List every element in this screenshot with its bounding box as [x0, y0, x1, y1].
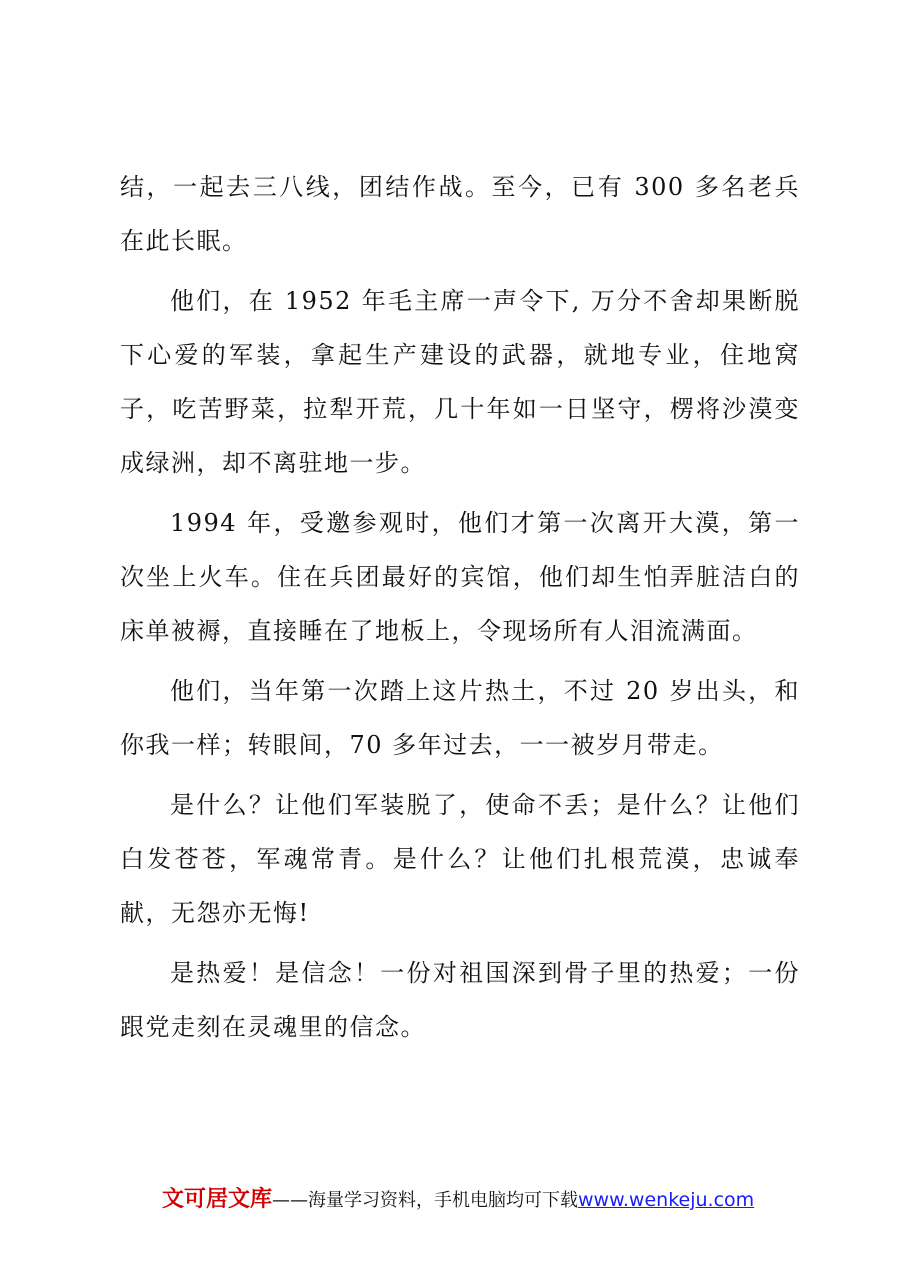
- paragraph: 他们，当年第一次踏上这片热土，不过 20 岁出头，和你我一样；转眼间，70 多年过去，一一被岁月带走。: [120, 677, 800, 759]
- footer-tagline: ——海量学习资料，手机电脑均可下载: [272, 1190, 579, 1211]
- paragraph: 他们，在 1952 年毛主席一声令下, 万分不舍却果断脱下心爱的军装，拿起生产建设的武器，就地专业，住地窝子，吃苦野菜，拉犁开荒，几十年如一日坚守，楞将沙漠变成绿洲，却不离驻地一步。: [120, 287, 800, 477]
- paragraph-continuation: 结，一起去三八线，团结作战。至今，已有 300 多名老兵在此长眠。: [120, 173, 800, 255]
- paragraph: 是热爱！是信念！一份对祖国深到骨子里的热爱；一份跟党走刻在灵魂里的信念。: [120, 959, 800, 1041]
- document-body: [120, 160, 800, 1054]
- footer-brand: 文可居文库: [162, 1187, 273, 1212]
- paragraph: 1994 年，受邀参观时，他们才第一次离开大漠，第一次坐上火车。住在兵团最好的宾馆，他们却生怕弄脏洁白的床单被褥，直接睡在了地板上，令现场所有人泪流满面。: [120, 509, 800, 645]
- paragraph: 是什么？让他们军装脱了，使命不丢；是什么？让他们白发苍苍，军魂常青。是什么？让他们扎根荒漠，忠诚奉献，无怨亦无悔!: [120, 791, 800, 927]
- footer-link[interactable]: www.wenkeju.com: [578, 1189, 755, 1211]
- footer-banner: [162, 1182, 882, 1212]
